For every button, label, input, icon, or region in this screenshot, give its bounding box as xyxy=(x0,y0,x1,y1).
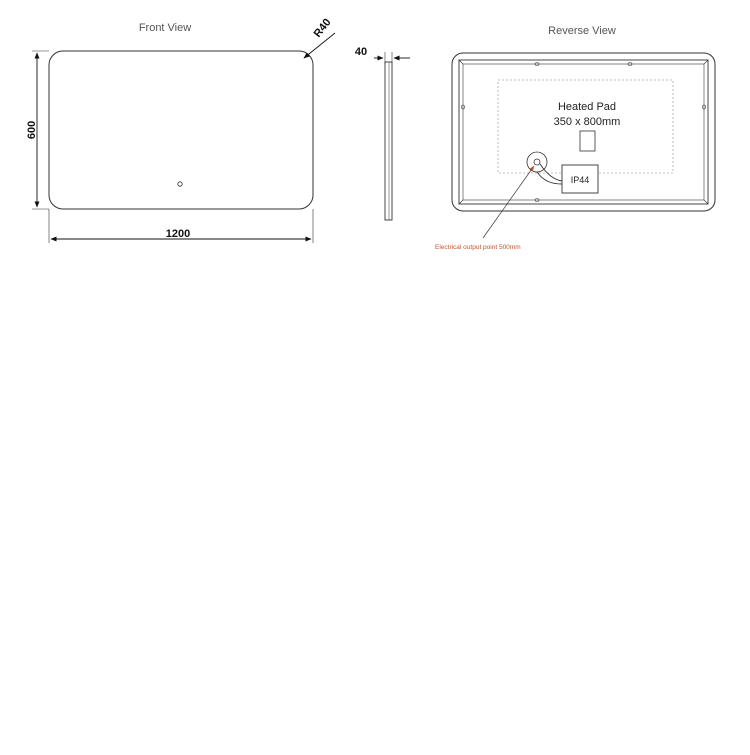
frame-corner-tr xyxy=(704,60,708,64)
frame-corner-br xyxy=(704,200,708,204)
mirror-front-outline xyxy=(49,51,313,209)
frame-corner-tl xyxy=(459,60,463,64)
heated-pad-size: 350 x 800mm xyxy=(553,116,621,128)
front-view-title: Front View xyxy=(138,22,192,34)
mirror-side-outline xyxy=(385,62,392,220)
sensor-module-box xyxy=(580,131,595,151)
electrical-output-note: Electrical output point 500mm xyxy=(435,244,521,251)
electrical-output-inner-icon xyxy=(534,159,540,165)
depth-label: 40 xyxy=(354,46,368,58)
ip-rating-label: IP44 xyxy=(570,175,590,185)
front-view xyxy=(26,17,335,243)
side-view xyxy=(355,46,410,220)
note-leader-line xyxy=(483,166,534,238)
radius-label: R40 xyxy=(311,16,334,40)
reverse-view xyxy=(435,25,715,251)
height-label: 600 xyxy=(26,120,38,140)
width-label: 1200 xyxy=(165,228,191,240)
frame-corner-bl xyxy=(459,200,463,204)
heated-pad-title: Heated Pad xyxy=(557,101,617,113)
touch-sensor-icon xyxy=(178,182,182,186)
power-cable-second xyxy=(537,172,562,184)
reverse-view-title: Reverse View xyxy=(548,25,616,37)
